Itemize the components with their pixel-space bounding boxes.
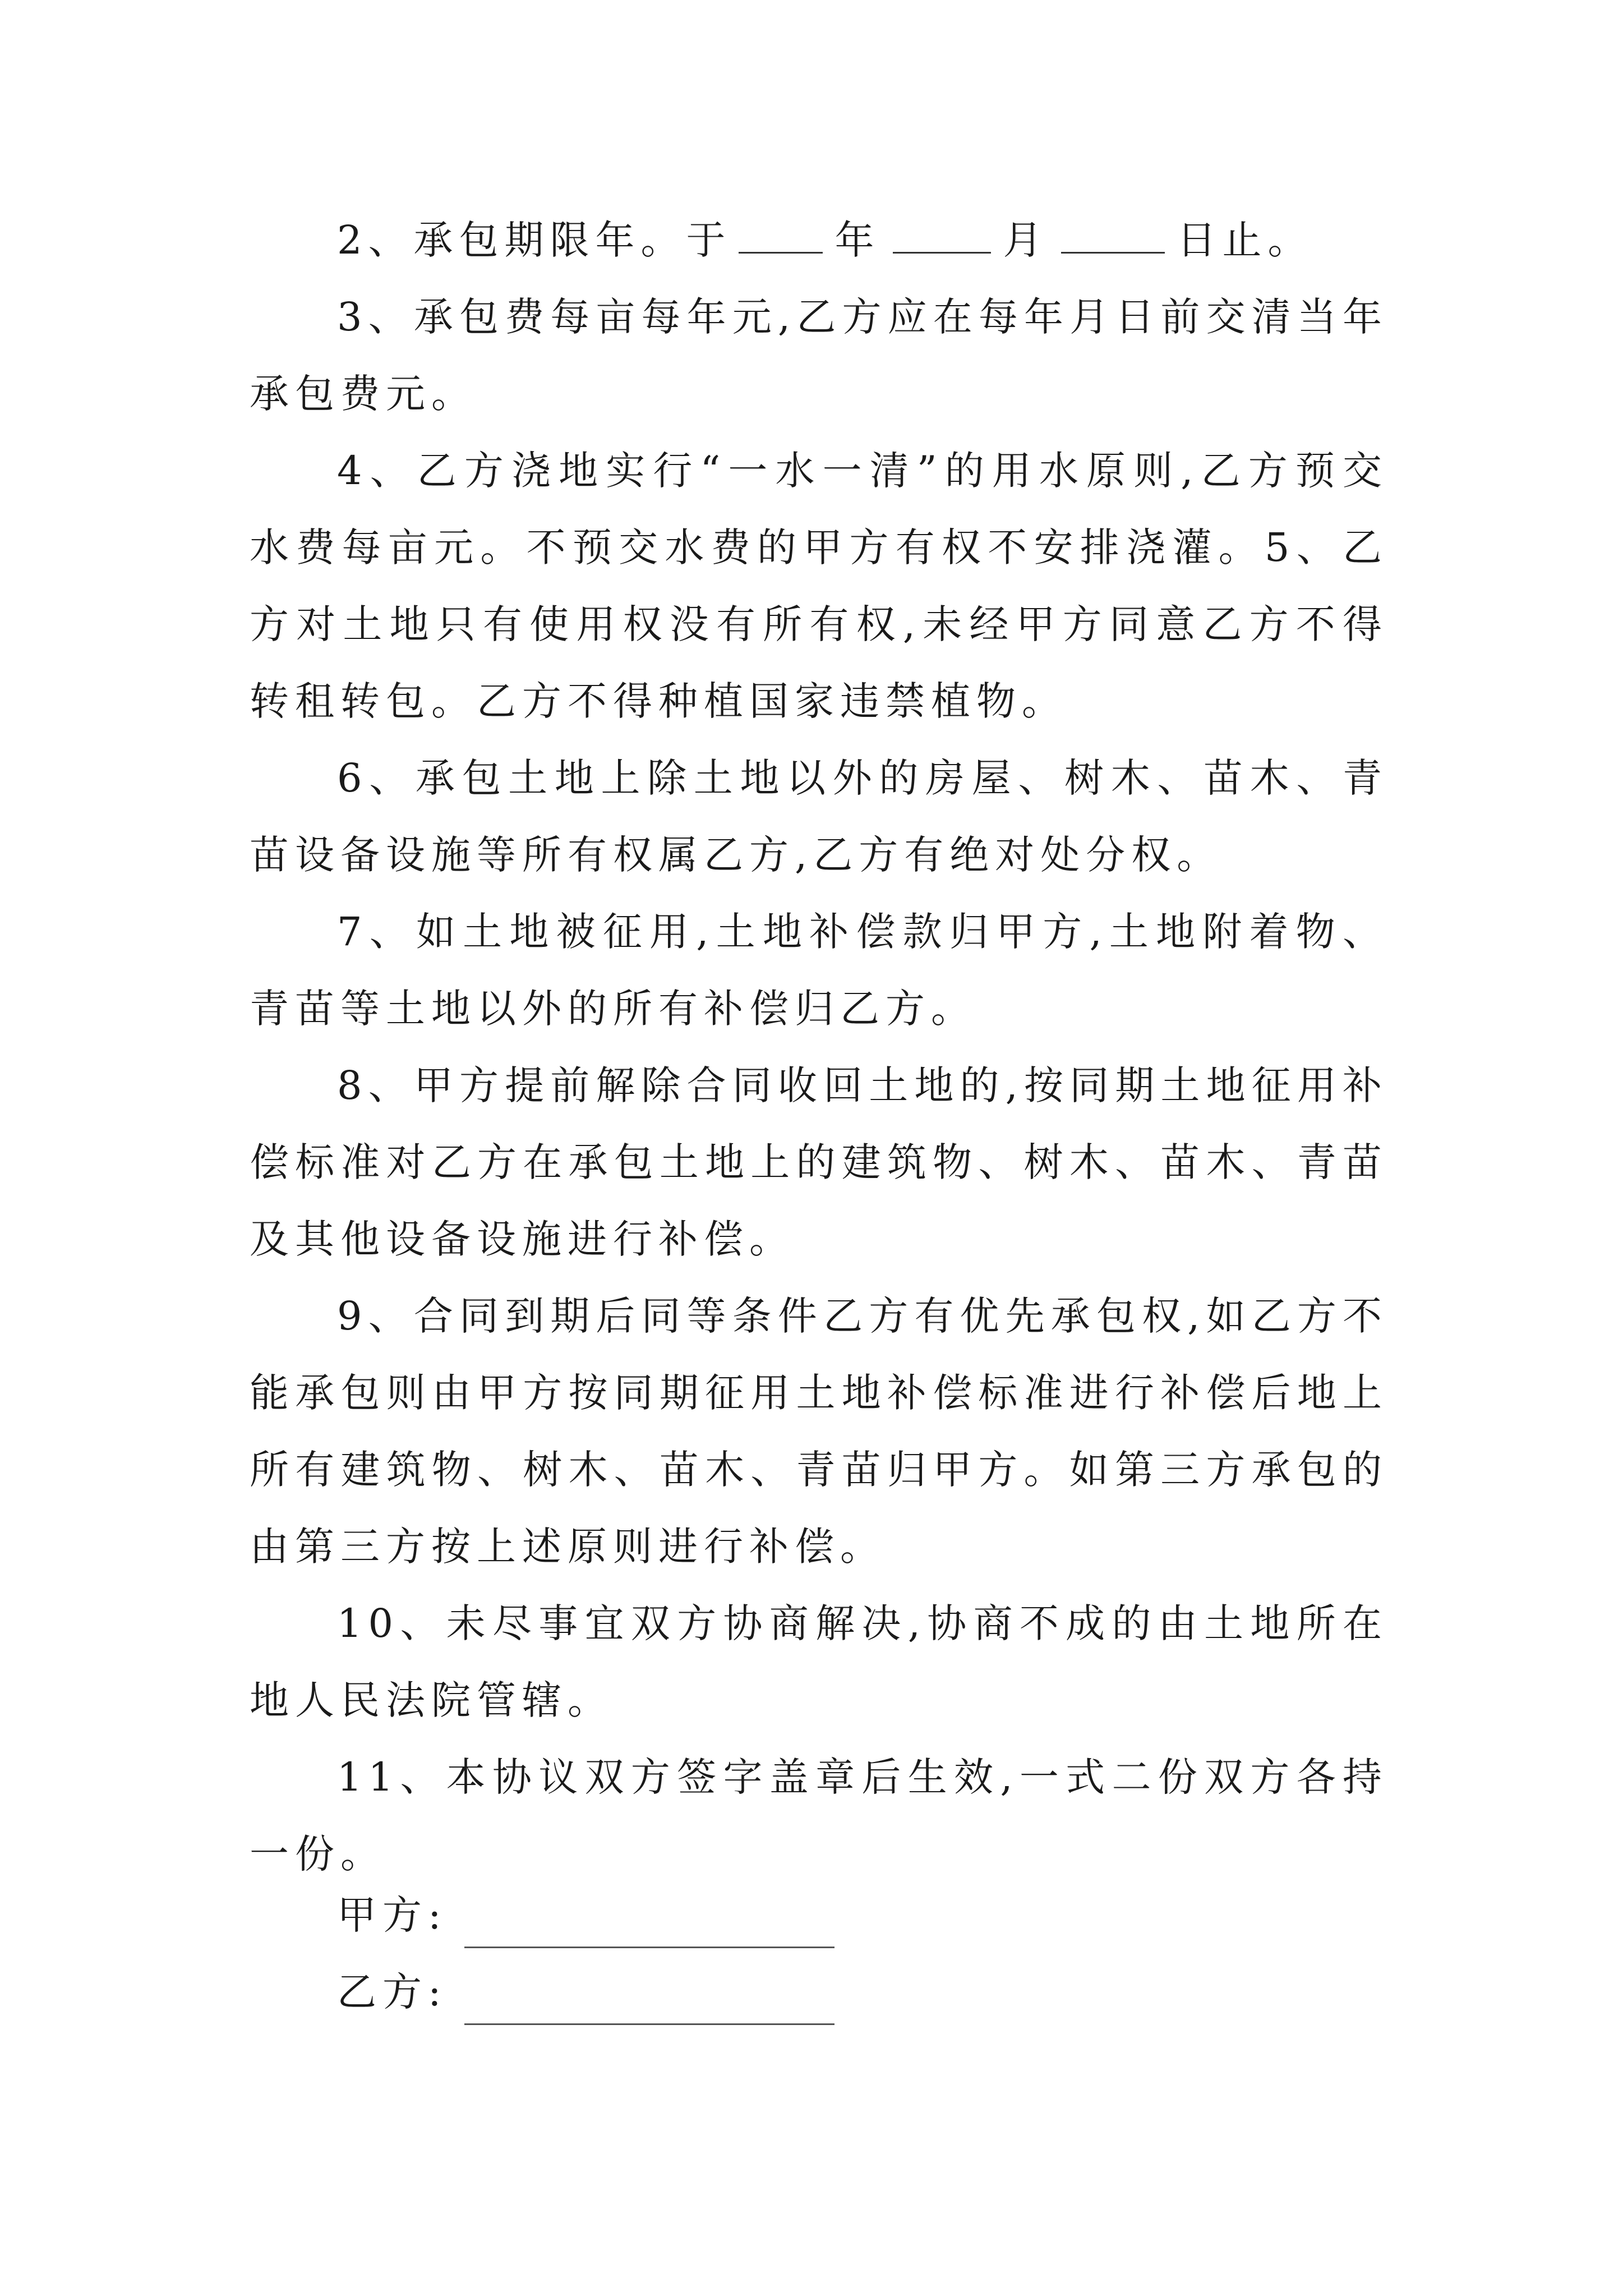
- year-blank: [739, 218, 823, 254]
- clause-11: 11、本协议双方签字盖章后生效,一式二份双方各持一份。: [250, 1754, 1388, 1877]
- party-b-signature-blank[interactable]: [464, 1989, 834, 2025]
- party-a-label: 甲方:: [337, 1892, 448, 1938]
- clause-10: 10、未尽事宜双方协商解决,协商不成的由土地所在地人民法院管辖。: [250, 1600, 1388, 1723]
- party-b-label: 乙方:: [337, 1969, 448, 2015]
- document-body: [250, 202, 1388, 2046]
- clause-2-year-label: 年: [834, 217, 880, 263]
- clause-2-text-start: 2、承包期限年。于: [337, 217, 732, 263]
- clause-8: 8、甲方提前解除合同收回土地的,按同期土地征用补偿标准对乙方在承包土地上的建筑物、树木、苗木、青苗及其他设备设施进行补偿。: [250, 1062, 1388, 1262]
- clause-2-day-label: 日止。: [1177, 217, 1313, 263]
- clause-2: [250, 202, 1388, 279]
- day-blank: [1061, 218, 1165, 254]
- clause-7: 7、如土地被征用,土地补偿款归甲方,土地附着物、青苗等土地以外的所有补偿归乙方。: [250, 909, 1388, 1032]
- clause-9: 9、合同到期后同等条件乙方有优先承包权,如乙方不能承包则由甲方按同期征用土地补偿标准进行补偿后地上所有建筑物、树木、苗木、青苗归甲方。如第三方承包的由第三方按上述原则进行补偿。: [250, 1293, 1388, 1570]
- clause-4-5: 4、乙方浇地实行“一水一清”的用水原则,乙方预交水费每亩元。不预交水费的甲方有权不安排浇灌。5、乙方对土地只有使用权没有所有权,未经甲方同意乙方不得转租转包。乙方不得种植国家违禁植物。: [250, 448, 1388, 724]
- month-blank: [893, 218, 991, 254]
- party-a-signature-blank[interactable]: [464, 1912, 834, 1948]
- clause-6: 6、承包土地上除土地以外的房屋、树木、苗木、青苗设备设施等所有权属乙方,乙方有绝对处分权。: [250, 755, 1388, 878]
- clause-2-month-label: 月: [1003, 217, 1049, 263]
- party-b-signature: [250, 1970, 1388, 2046]
- clause-3: 3、承包费每亩每年元,乙方应在每年月日前交清当年承包费元。: [250, 294, 1388, 417]
